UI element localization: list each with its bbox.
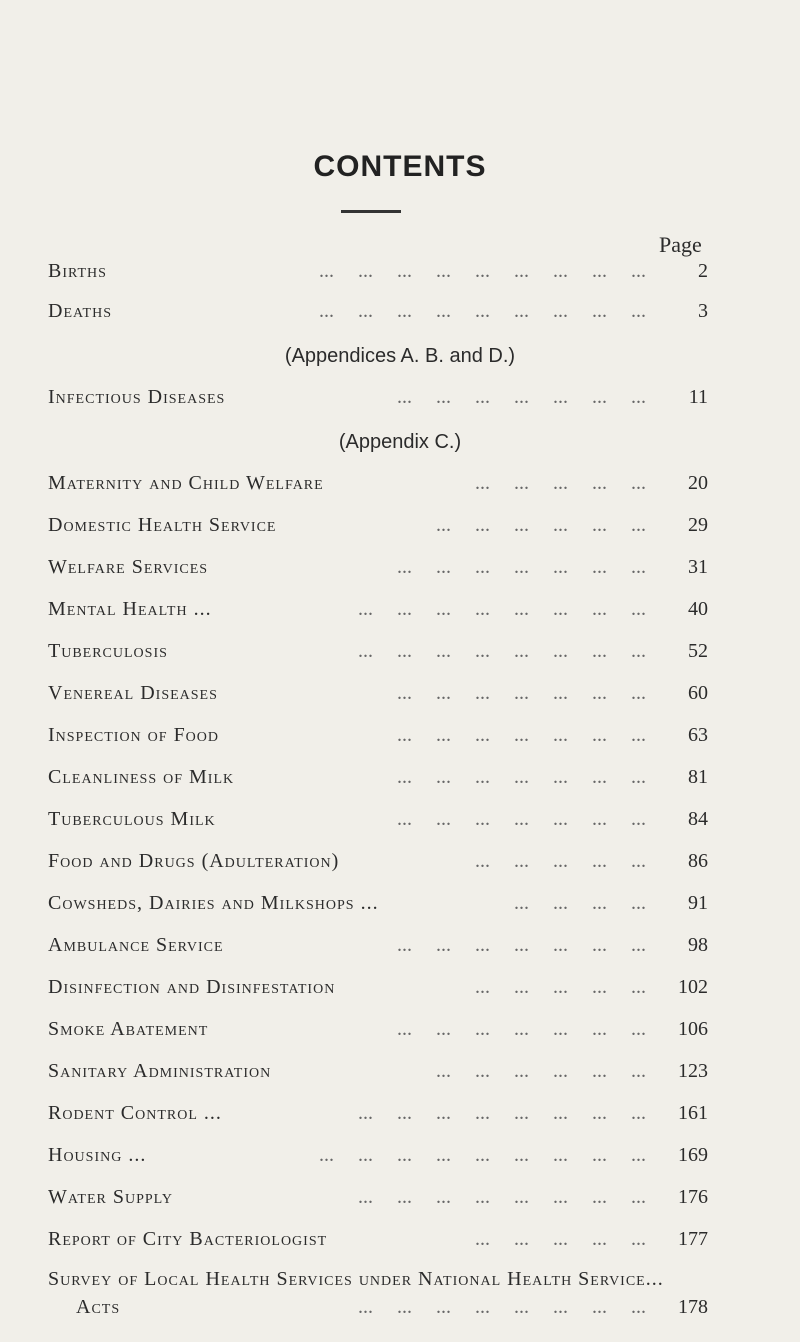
toc-entry-births bbox=[48, 260, 708, 288]
toc-entry-sanitary bbox=[48, 1060, 708, 1088]
toc-entry-tuberculous-milk bbox=[48, 808, 708, 836]
toc-entry-page: 86 bbox=[688, 850, 708, 872]
toc-entry-page: 60 bbox=[688, 682, 708, 704]
survey-line: Survey of Local Health Services under National Health Service... bbox=[48, 1268, 664, 1290]
leader-dots: ... ... ... ... ... ... ... bbox=[397, 386, 646, 408]
toc-entry-smoke-abatement bbox=[48, 1018, 708, 1046]
toc-entry-label: Rodent Control ... bbox=[48, 1102, 222, 1124]
toc-entry-water-supply bbox=[48, 1186, 708, 1214]
toc-entry-page: 3 bbox=[698, 300, 708, 322]
toc-entry-disinfection bbox=[48, 976, 708, 1004]
toc-entry-page: 178 bbox=[678, 1296, 708, 1318]
toc-entry-label: Water Supply bbox=[48, 1186, 173, 1208]
leader-dots: ... ... ... ... ... ... ... bbox=[397, 682, 646, 704]
leader-dots: ... ... ... ... ... ... ... ... ... bbox=[319, 300, 646, 322]
toc-entry-label: Sanitary Administration bbox=[48, 1060, 272, 1082]
toc-entry-rodent-control bbox=[48, 1102, 708, 1130]
leader-dots: ... ... ... ... bbox=[514, 892, 646, 914]
toc-entry-label: Tuberculosis bbox=[48, 640, 168, 662]
toc-entry-label: Venereal Diseases bbox=[48, 682, 218, 704]
leader-dots: ... ... ... ... ... bbox=[475, 976, 646, 998]
toc-entry-label: Births bbox=[48, 260, 107, 282]
toc-entry-page: 98 bbox=[688, 934, 708, 956]
leader-dots: ... ... ... ... ... ... bbox=[436, 1060, 646, 1082]
toc-entry-acts bbox=[48, 1296, 708, 1324]
toc-entry-housing bbox=[48, 1144, 708, 1172]
leader-dots: ... ... ... ... ... ... ... bbox=[397, 766, 646, 788]
leader-dots: ... ... ... ... ... ... ... bbox=[397, 724, 646, 746]
toc-entry-bacteriologist bbox=[48, 1228, 708, 1256]
toc-entry-inspection-food bbox=[48, 724, 708, 752]
toc-entry-page: 11 bbox=[688, 386, 708, 408]
leader-dots: ... ... ... ... ... bbox=[475, 472, 646, 494]
toc-entry-page: 81 bbox=[688, 766, 708, 788]
toc-entry-page: 106 bbox=[678, 1018, 708, 1040]
toc-entry-page: 31 bbox=[688, 556, 708, 578]
appendices-note: (Appendices A. B. and D.) bbox=[284, 345, 516, 367]
toc-entry-label: Inspection of Food bbox=[48, 724, 220, 746]
leader-dots: ... ... ... ... ... ... bbox=[436, 514, 646, 536]
leader-dots: ... ... ... ... ... ... ... bbox=[397, 1018, 646, 1040]
leader-dots: ... ... ... ... ... ... ... bbox=[397, 556, 646, 578]
toc-entry-label: Housing ... bbox=[48, 1144, 147, 1166]
toc-entry-label: Domestic Health Service bbox=[48, 514, 277, 536]
toc-entry-page: 40 bbox=[688, 598, 708, 620]
toc-entry-mental-health bbox=[48, 598, 708, 626]
toc-entry-label: Maternity and Child Welfare bbox=[48, 472, 324, 494]
toc-entry-page: 2 bbox=[698, 260, 708, 282]
toc-entry-page: 84 bbox=[688, 808, 708, 830]
leader-dots: ... ... ... ... ... ... ... ... bbox=[358, 598, 646, 620]
toc-entry-page: 161 bbox=[678, 1102, 708, 1124]
page-title: CONTENTS bbox=[313, 150, 487, 183]
toc-entry-page: 20 bbox=[688, 472, 708, 494]
toc-entry-label: Welfare Services bbox=[48, 556, 209, 578]
leader-dots: ... ... ... ... ... ... ... ... bbox=[358, 1102, 646, 1124]
toc-entry-ambulance bbox=[48, 934, 708, 962]
toc-entry-label: Disinfection and Disinfestation bbox=[48, 976, 336, 998]
toc-entry-label: Ambulance Service bbox=[48, 934, 224, 956]
toc-entry-label: Tuberculous Milk bbox=[48, 808, 216, 830]
toc-entry-page: 91 bbox=[688, 892, 708, 914]
toc-entry-page: 29 bbox=[688, 514, 708, 536]
leader-dots: ... ... ... ... ... ... ... bbox=[397, 934, 646, 956]
title-rule bbox=[341, 210, 401, 213]
leader-dots: ... ... ... ... ... ... ... ... bbox=[358, 640, 646, 662]
toc-entry-tuberculosis bbox=[48, 640, 708, 668]
toc-entry-page: 123 bbox=[678, 1060, 708, 1082]
leader-dots: ... ... ... ... ... ... ... ... bbox=[358, 1296, 646, 1318]
toc-entry-label: Food and Drugs (Adulteration) bbox=[48, 850, 340, 872]
leader-dots: ... ... ... ... ... ... ... bbox=[397, 808, 646, 830]
appendix-note: (Appendix C.) bbox=[338, 431, 462, 453]
toc-entry-label: Deaths bbox=[48, 300, 113, 322]
toc-entry-food-drugs bbox=[48, 850, 708, 878]
leader-dots: ... ... ... ... ... ... ... ... ... bbox=[319, 1144, 646, 1166]
page-column-header: Page bbox=[659, 232, 702, 257]
leader-dots: ... ... ... ... ... bbox=[475, 850, 646, 872]
toc-entry-domestic-health bbox=[48, 514, 708, 542]
toc-entry-label: Infectious Diseases bbox=[48, 386, 226, 408]
toc-entry-page: 52 bbox=[688, 640, 708, 662]
toc-entry-cleanliness-milk bbox=[48, 766, 708, 794]
leader-dots: ... ... ... ... ... bbox=[475, 1228, 646, 1250]
toc-entry-venereal-diseases bbox=[48, 682, 708, 710]
toc-entry-label: Mental Health ... bbox=[48, 598, 212, 620]
toc-entry-page: 169 bbox=[678, 1144, 708, 1166]
toc-entry-welfare-services bbox=[48, 556, 708, 584]
leader-dots: ... ... ... ... ... ... ... ... ... bbox=[319, 260, 646, 282]
toc-entry-deaths bbox=[48, 300, 708, 328]
toc-entry-page: 176 bbox=[678, 1186, 708, 1208]
toc-entry-label: Smoke Abatement bbox=[48, 1018, 209, 1040]
toc-entry-infectious-diseases bbox=[48, 386, 708, 414]
leader-dots: ... ... ... ... ... ... ... ... bbox=[358, 1186, 646, 1208]
toc-entry-page: 177 bbox=[678, 1228, 708, 1250]
toc-entry-label: Cleanliness of Milk bbox=[48, 766, 235, 788]
toc-entry-page: 102 bbox=[678, 976, 708, 998]
toc-entry-cowsheds bbox=[48, 892, 708, 920]
toc-entry-maternity bbox=[48, 472, 708, 500]
toc-entry-page: 63 bbox=[688, 724, 708, 746]
toc-entry-label: Acts bbox=[76, 1296, 121, 1318]
toc-entry-label: Cowsheds, Dairies and Milkshops ... bbox=[48, 892, 379, 914]
toc-entry-label: Report of City Bacteriologist bbox=[48, 1228, 328, 1250]
